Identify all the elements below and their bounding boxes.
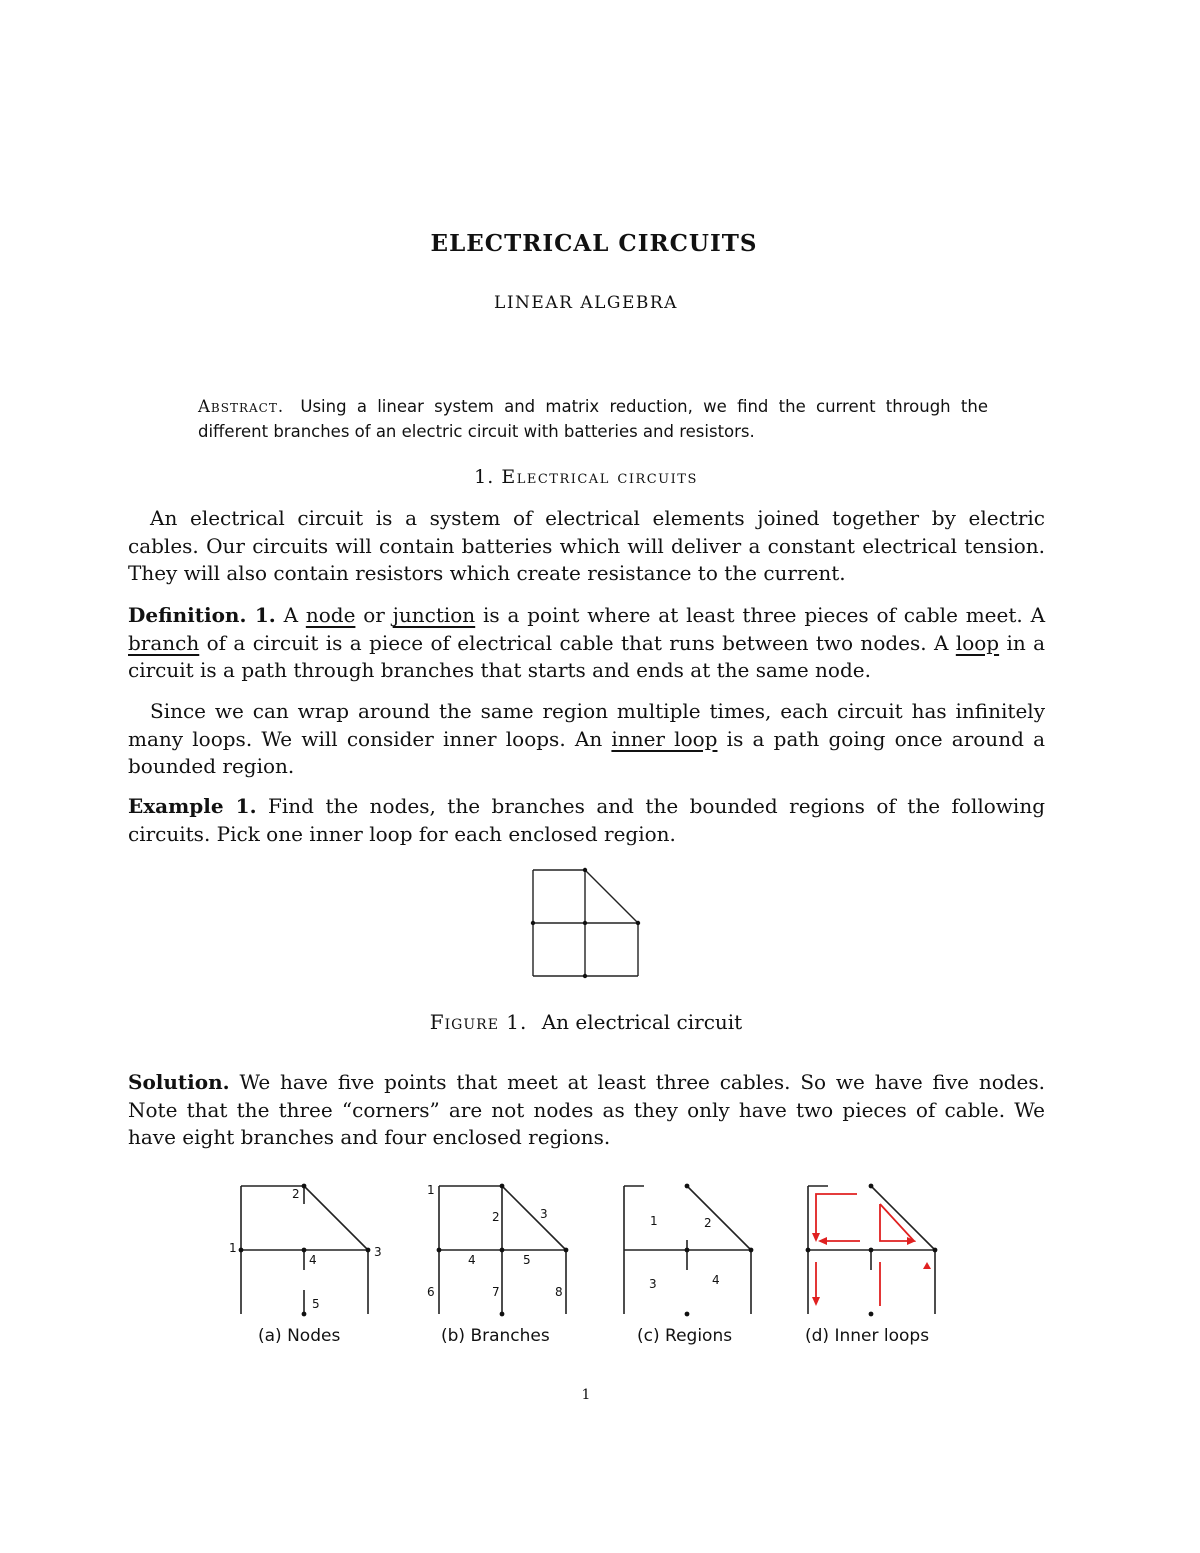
abstract-lead: Abstract. <box>198 397 285 416</box>
branch-label: 8 <box>555 1285 563 1299</box>
loops-text-1: Since we can wrap around the same region multiple times, each circuit has infinitely many loops. We will consider inner loops. An <box>128 699 1045 751</box>
arrowhead-icon <box>923 1262 931 1269</box>
abstract-text: Using a linear system and matrix reduction, we find the current through the different branches of an electric circuit with batteries and resistors. <box>198 397 988 441</box>
page-number: 1 <box>581 1387 591 1403</box>
node-label: 3 <box>374 1245 382 1259</box>
term-junction: junction <box>392 603 476 627</box>
node-label: 4 <box>309 1253 317 1267</box>
node-label: 2 <box>292 1187 300 1201</box>
figure-caption <box>0 1010 1172 1034</box>
figure-caption-text: An electrical circuit <box>541 1010 743 1034</box>
loops-text-2: is a path going once around a bounded region. <box>128 726 1045 778</box>
branch-label: 6 <box>427 1285 435 1299</box>
definition-text-2: or <box>363 603 385 627</box>
node-dot <box>636 921 640 925</box>
circuit-figure <box>520 860 650 985</box>
arrowhead-icon <box>818 1237 827 1245</box>
intro-paragraph: An electrical circuit is a system of electrical elements joined together by electric cables. Our circuits will contain batteries which will deliver a constant electrical tension. They will also contain resistors which create resistance to the current. <box>128 506 1045 585</box>
node-label: 1 <box>229 1241 237 1255</box>
example-label: Example 1. <box>128 794 257 818</box>
node-dot <box>531 921 535 925</box>
subfigure-caption-b: (b) Branches <box>441 1326 550 1346</box>
arrowhead-icon <box>812 1297 820 1306</box>
loop-2-path <box>880 1204 914 1241</box>
loop-1-path <box>816 1194 857 1236</box>
branch-label: 5 <box>523 1253 531 1267</box>
subfigure-nodes <box>225 1178 395 1323</box>
definition-label: Definition. 1. <box>128 603 276 627</box>
section-title: Electrical circuits <box>501 466 698 488</box>
section-heading <box>0 466 1172 488</box>
section-number: 1. <box>474 466 495 488</box>
definition-text-5: in a circuit is a path through branches that starts and ends at the same node. <box>128 630 1046 682</box>
solution-text: We have five points that meet at least three cables. So we have five nodes. Note that the three “corners” are not nodes as they only have two pieces of cable. We have eight branches and four enclosed regions. <box>128 1070 1046 1149</box>
region-label: 1 <box>650 1214 658 1228</box>
example-paragraph <box>128 793 1045 848</box>
abstract <box>198 394 988 444</box>
paper-subtitle: LINEAR ALGEBRA <box>494 293 678 313</box>
node-dot <box>583 868 587 872</box>
solution-label: Solution. <box>128 1070 230 1094</box>
subfigure-regions <box>608 1178 778 1323</box>
figure-caption-label: Figure 1. <box>429 1010 528 1034</box>
definition-text-4: of a circuit is a piece of electrical cable that runs between two nodes. A <box>206 630 949 655</box>
subfigure-caption-d: (d) Inner loops <box>805 1326 930 1346</box>
definition-text-3: is a point where at least three pieces of cable meet. A <box>483 603 1046 627</box>
branch-label: 4 <box>468 1253 476 1267</box>
node-dot <box>583 921 587 925</box>
term-inner-loop: inner loop <box>611 726 718 751</box>
branch-label: 1 <box>427 1183 435 1197</box>
subfigure-caption-c: (c) Regions <box>637 1326 733 1346</box>
term-loop: loop <box>955 630 1000 655</box>
example-text: Find the nodes, the branches and the bounded regions of the following circuits. Pick one inner loop for each enclosed region. <box>128 794 1045 846</box>
solution-paragraph <box>128 1069 1045 1152</box>
region-label: 3 <box>649 1277 657 1291</box>
region-label: 2 <box>704 1216 712 1230</box>
definition-text-1: A <box>283 603 299 627</box>
region-label: 4 <box>712 1273 720 1287</box>
paper-title: ELECTRICAL CIRCUITS <box>430 230 758 257</box>
branch-label: 7 <box>492 1285 500 1299</box>
subfigure-inner-loops <box>792 1178 962 1323</box>
definition-paragraph <box>128 602 1045 685</box>
node-label: 5 <box>312 1297 320 1311</box>
branch-label: 3 <box>540 1207 548 1221</box>
subfigure-branches <box>423 1178 593 1323</box>
term-node: node <box>305 603 356 627</box>
wire <box>585 870 638 923</box>
loops-paragraph <box>128 698 1045 781</box>
term-branch: branch <box>128 630 200 655</box>
node-dot <box>583 974 587 978</box>
subfigure-caption-a: (a) Nodes <box>258 1326 341 1346</box>
branch-label: 2 <box>492 1210 500 1224</box>
